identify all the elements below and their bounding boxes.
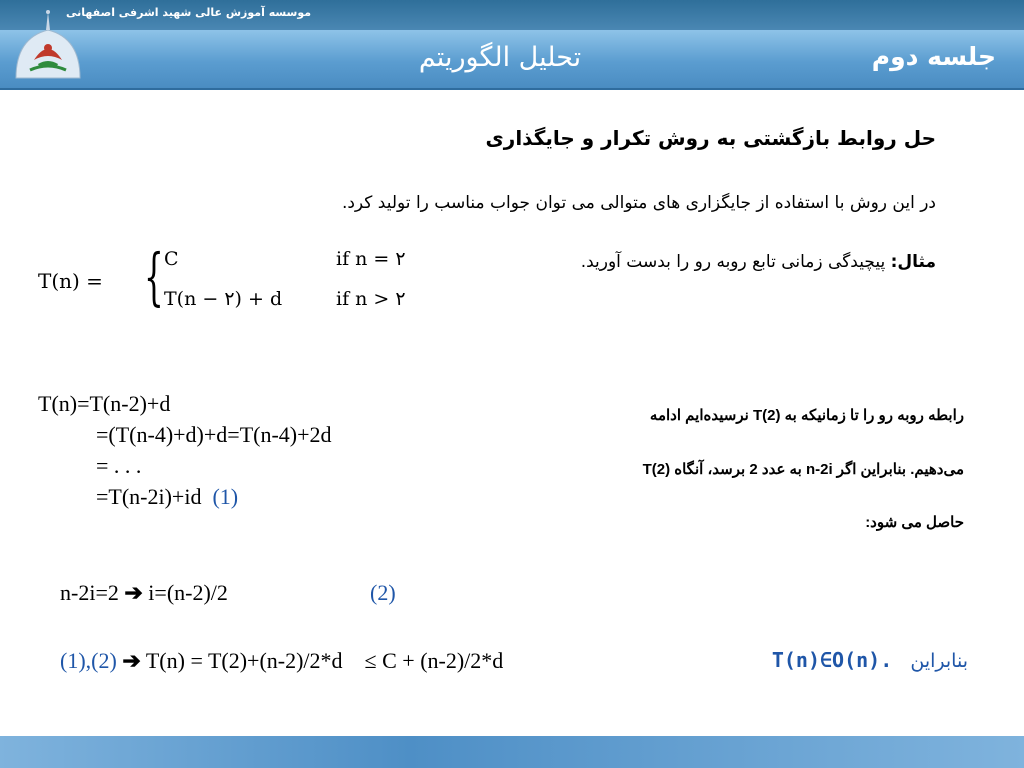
top-bar xyxy=(0,0,1024,30)
equation-2-left: n-2i=2 xyxy=(60,580,119,605)
relation-text-line-2: می‌دهیم. بنابراین اگر n-2i به عدد 2 برسد، آنگاه T(2) xyxy=(642,461,964,478)
slide-header xyxy=(0,30,1024,90)
intro-paragraph: در این روش با استفاده از جایگزاری های متوالی می توان جواب مناسب را تولید کرد. xyxy=(341,193,936,213)
derivation-line-3: = . . . xyxy=(96,453,142,478)
formula-condition-1: if n = ۲ xyxy=(336,248,406,270)
recurrence-formula xyxy=(36,240,456,324)
arrow-icon: ➔ xyxy=(124,580,143,605)
relation-text-line-3: حاصل می شود: xyxy=(865,514,964,531)
derivation-line-2: =(T(n-4)+d)+d=T(n-4)+2d xyxy=(96,422,332,447)
session-label: جلسه دوم xyxy=(871,42,996,71)
example-statement xyxy=(581,252,936,272)
equation-2-right: i=(n-2)/2 xyxy=(148,580,228,605)
slide-footer xyxy=(0,736,1024,768)
conclusion xyxy=(772,648,968,672)
formula-brace: { xyxy=(144,240,164,313)
derivation-block xyxy=(38,388,332,512)
example-label: مثال: xyxy=(890,252,936,272)
formula-condition-2: if n > ۲ xyxy=(336,288,406,310)
equation-tag-1: (1) xyxy=(212,484,239,509)
formula-lhs: T(n) = xyxy=(38,269,103,293)
example-text: پیچیدگی زمانی تابع روبه رو را بدست آورید. xyxy=(580,252,891,272)
slide-title: تحلیل الگوریتم xyxy=(418,42,582,73)
formula-case-1: C xyxy=(164,248,179,270)
institute-name: موسسه آموزش عالی شهید اشرفی اصفهانی xyxy=(66,6,312,19)
equation-3-refs: (1),(2) xyxy=(60,648,117,673)
conclusion-word: بنابراین xyxy=(910,650,968,672)
equation-3 xyxy=(60,648,503,674)
arrow-icon: ➔ xyxy=(122,648,141,673)
derivation-line-1: T(n)=T(n-2)+d xyxy=(38,391,171,416)
institute-logo xyxy=(8,8,88,86)
equation-3-expr: T(n) = T(2)+(n-2)/2*d ≤ C + (n-2)/2*d xyxy=(145,648,504,673)
derivation-line-4 xyxy=(38,481,332,512)
formula-case-2: T(n − ۲) + d xyxy=(164,288,283,310)
equation-tag-2: (2) xyxy=(370,580,396,605)
equation-2 xyxy=(60,580,396,606)
derivation-line-4-expr: =T(n-2i)+id xyxy=(96,484,202,509)
conclusion-result: T(n)∈O(n). xyxy=(771,648,893,672)
section-heading: حل روابط بازگشتی به روش تکرار و جایگذاری xyxy=(485,126,936,150)
relation-text-line-1: رابطه روبه رو را تا زمانیکه به T(2) نرسیده‌ایم ادامه xyxy=(649,407,964,424)
